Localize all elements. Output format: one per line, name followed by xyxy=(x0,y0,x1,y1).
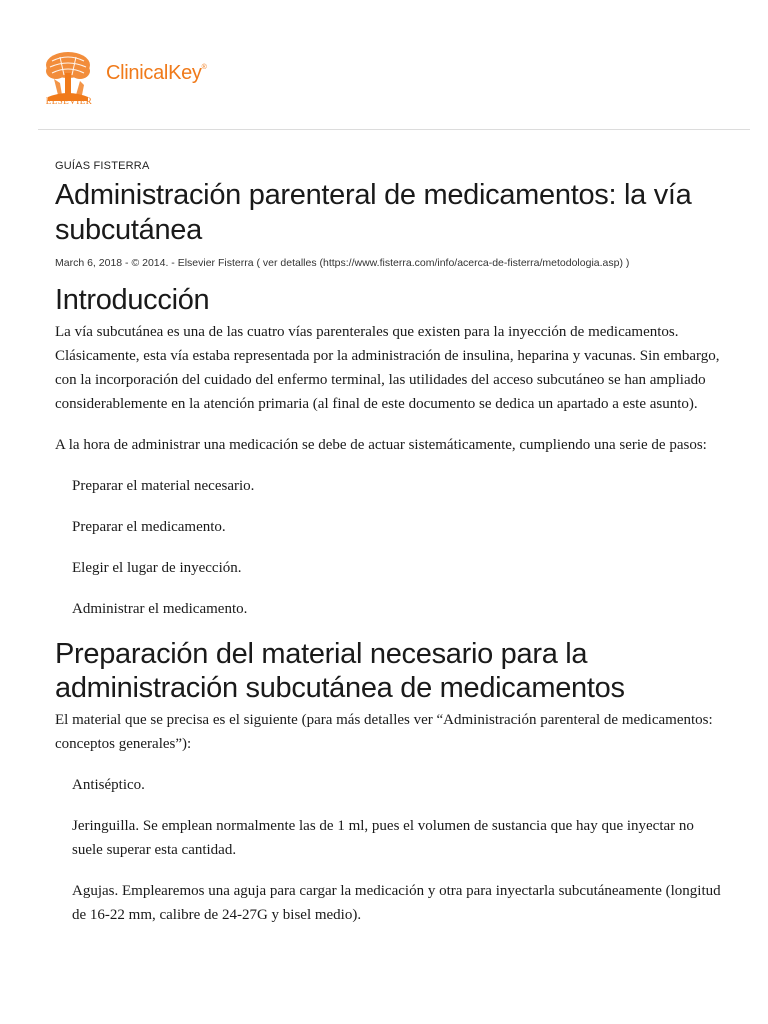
page-header xyxy=(38,40,738,110)
section-heading-preparacion: Preparación del material necesario para la administración subcutánea de medicamentos xyxy=(55,638,625,704)
article-body xyxy=(55,160,725,927)
step-item: Preparar el material necesario. xyxy=(72,478,255,494)
section-heading-introduccion: Introducción xyxy=(55,284,210,316)
material-item: Agujas. Emplearemos una aguja para cargar la medicación y otra para inyectarla subcutáneamente (longitud de 16-22 mm, calibre de 24-27G y bisel medio). xyxy=(72,883,721,923)
elsevier-wordmark: ELSEVIER xyxy=(45,96,93,106)
material-item: Jeringuilla. Se emplean normalmente las de 1 ml, pues el volumen de sustancia que hay que inyectar no suele superar esta cantidad. xyxy=(72,818,694,858)
paragraph: La vía subcutánea es una de las cuatro vías parenterales que existen para la inyección de medicamentos. Clásicamente, esta vía estaba representada por la administración de insulina, heparina y vacunas. Sin embargo, con la incorporación del cuidado del enfermo terminal, las utilidades del acceso subcutáneo se han ampliado considerablemente en la atención primaria (al final de este documento se dedica un apartado a este asunto). xyxy=(55,324,720,412)
trademark-symbol: ® xyxy=(201,64,207,71)
material-item: Antiséptico. xyxy=(72,777,145,793)
article-kicker: GUÍAS FISTERRA xyxy=(55,160,150,172)
paragraph: A la hora de administrar una medicación se debe de actuar sistemáticamente, cumpliendo una serie de pasos: xyxy=(55,437,707,453)
article-meta: March 6, 2018 - © 2014. - Elsevier Fisterra ( ver detalles (https://www.fisterra.com/info/acerca-de-fisterra/metodologia.asp) ) xyxy=(55,257,630,269)
step-item: Preparar el medicamento. xyxy=(72,519,226,535)
step-item: Elegir el lugar de inyección. xyxy=(72,560,242,576)
clinicalkey-logo xyxy=(106,62,207,85)
article-title: Administración parenteral de medicamentos: la vía subcutánea xyxy=(55,179,692,246)
brand-name: ClinicalKey xyxy=(106,62,202,84)
paragraph: El material que se precisa es el siguiente (para más detalles ver “Administración parenteral de medicamentos: conceptos generales”): xyxy=(55,712,713,752)
step-item: Administrar el medicamento. xyxy=(72,601,248,617)
header-divider xyxy=(38,129,750,130)
